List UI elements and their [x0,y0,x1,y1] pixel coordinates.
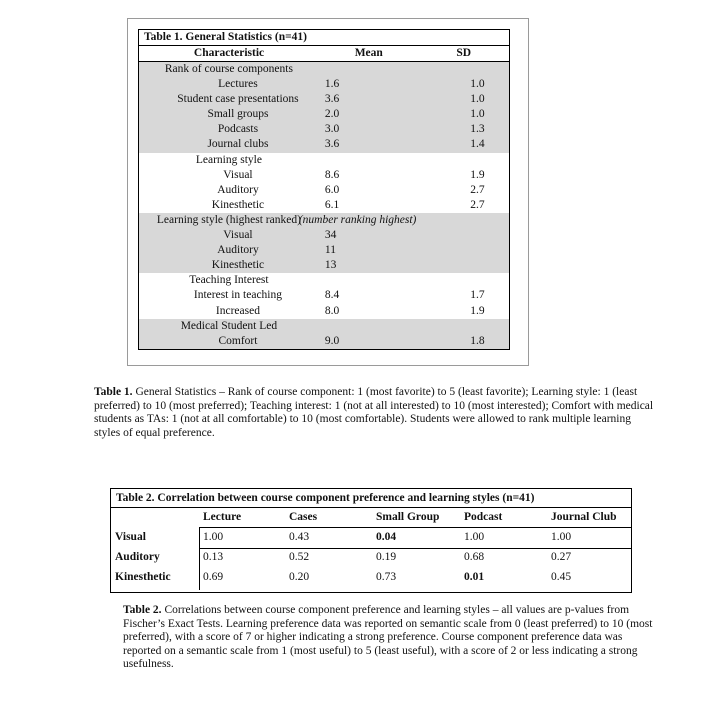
table1-cell-mean [319,62,418,77]
table1-cell-mean: 11 [324,244,336,257]
table1-header-row [139,46,509,62]
table2-cell: 1.00 [551,531,572,543]
table2-body [111,527,631,587]
table2-cell: 0.69 [203,571,224,583]
table1-row [139,319,509,334]
table1-cell-characteristic: Auditory [217,183,259,196]
table1-cell-characteristic: Learning style [195,153,262,166]
table1-cell-characteristic: Teaching Interest [189,274,269,287]
table1-cell-sd [418,319,509,334]
table2-column-header: Lecture [203,511,242,523]
table1-row [139,213,509,228]
table1-description [94,386,654,440]
table1-cell-mean: 8.6 [324,168,340,181]
table2-description-lead: Table 2. [123,604,162,616]
table2-cell: 0.73 [376,571,397,583]
table2-row [111,567,631,587]
table1-cell-sd: 1.0 [470,108,485,121]
table1-cell-characteristic: Kinesthetic [211,259,265,272]
table2-cell: 0.04 [376,531,397,543]
table1-cell-mean: 6.1 [324,198,340,211]
table2-cell: 0.68 [464,551,485,563]
table1-cell-characteristic: Kinesthetic [211,198,265,211]
table1-cell-sd [418,258,509,273]
table1-cell-sd: 1.0 [470,78,485,91]
table1-cell-sd [418,62,509,77]
table2-cell: 0.27 [551,551,572,563]
table1-cell-characteristic: Visual [223,229,253,242]
table1-cell-mean [319,153,418,168]
table1-cell-sd: 1.0 [470,93,485,106]
table2-description-text: Correlations between course component preference and learning styles – all values are p-values from Fischer’s Exact Tests. Learning preference data was reported on semantic scale from 0 (least preferred) to 10 (most preferred), with a score of 7 or higher indicating a strong preference. Course component preference data was reported on a semantic scale from 1 (most useful) to 5 (least useful), with a score of 2 or less indicating a strong usefulness. [123,604,653,671]
table1-cell-characteristic: Increased [215,304,260,317]
table1-cell-sd: 2.7 [470,183,485,196]
table2-cell: 0.43 [289,531,310,543]
table2-cell: 0.19 [376,551,397,563]
table1-cell-sd: 1.4 [470,138,485,151]
table1-cell-mean [319,319,418,334]
table1-cell-characteristic: Medical Student Led [180,319,278,332]
table2-cell: 0.20 [289,571,310,583]
table1-cell-sd: 1.7 [470,289,485,302]
table2-column-header: Journal Club [551,511,617,523]
table1-row [139,62,509,77]
table2-column-header: Cases [289,511,318,523]
table1-cell-sd: 1.3 [470,123,485,136]
table1-row [139,137,509,152]
table1-row [139,228,509,243]
table1-cell-sd [418,213,509,228]
table1-row [139,304,509,319]
table2-column-header: Small Group [376,511,440,523]
table1-cell-sd [418,153,509,168]
table1-cell-characteristic: Lectures [218,78,258,91]
table1-cell-mean: 3.6 [324,138,340,151]
table1-description-lead: Table 1. [94,386,133,398]
table1-cell-mean: 9.0 [324,334,340,347]
table2-header-row [111,508,631,527]
table2-caption: Table 2. Correlation between course component preference and learning styles (n=41) [111,489,631,508]
table2-cell: 1.00 [464,531,485,543]
table1-cell-characteristic: Podcasts [217,123,259,136]
table1-cell-sd: 1.9 [470,304,485,317]
table1-cell-sd: 1.8 [470,334,485,347]
table1-cell-mean: 34 [324,229,337,242]
table1-cell-mean: 3.0 [324,123,340,136]
table2-row-label: Auditory [115,551,160,563]
table1-row [139,273,509,288]
table2-cell: 0.52 [289,551,310,563]
table1-row [139,258,509,273]
table1-cell-sd [418,228,509,243]
table2-cell: 0.01 [464,571,485,583]
table1-row [139,243,509,258]
table1-cell-mean: 8.0 [324,304,340,317]
table1-cell-sd: 1.9 [470,168,485,181]
table1-cell-characteristic: Small groups [207,108,269,121]
table1-cell-mean: 6.0 [324,183,340,196]
table1-cell-characteristic: Learning style (highest ranked) [156,213,301,226]
table1-description-text: General Statistics – Rank of course component: 1 (most favorite) to 5 (least favorite); Learning style: 1 (least preferred) to 10 (most preferred); Teaching interest: 1 (not at all interested) to 10 (most interested); Comfort with medical students as TAs: 1 (not at all comfortable) to 10 (most comfortable). Students were allowed to rank multiple learning styles of equal preference. [94,386,654,439]
table1-row [139,107,509,122]
table1-cell-sd [418,273,509,288]
header-mean: Mean [354,47,383,59]
table1-cell-mean: 2.0 [324,108,340,121]
table2-cell: 1.00 [203,531,224,543]
table1-row [139,92,509,107]
table1-row [139,77,509,92]
table1-cell-mean: 13 [324,259,337,272]
header-characteristic: Characteristic [193,47,265,59]
table1-row [139,334,509,349]
table2-column-header: Podcast [464,511,503,523]
table1-row [139,183,509,198]
table1 [138,29,510,350]
table1-cell-sd: 2.7 [470,198,485,211]
table1-cell-mean: 3.6 [324,93,340,106]
table2-cell: 0.13 [203,551,224,563]
table1-cell-characteristic: Journal clubs [207,138,269,151]
table1-cell-characteristic: Interest in teaching [193,289,283,302]
table2-description [123,604,653,672]
table1-cell-characteristic: Visual [223,168,253,181]
table2 [110,488,632,593]
table1-cell-characteristic: Student case presentations [177,93,299,106]
table1-row [139,122,509,137]
table1-cell-mean [298,213,418,228]
table2-row [111,547,631,567]
table1-cell-characteristic: Auditory [217,244,259,257]
table1-cell-mean: 1.6 [324,78,340,91]
table2-cell: 0.45 [551,571,572,583]
table1-cell-characteristic: Comfort [218,334,258,347]
table1-body [139,62,509,349]
table1-row [139,168,509,183]
table2-row [111,527,631,547]
table1-row [139,288,509,303]
table1-cell-mean [319,273,418,288]
table1-cell-characteristic: Rank of course components [164,63,293,75]
table1-row [139,198,509,213]
table1-cell-mean: 8.4 [324,289,340,302]
table1-note: (number ranking highest) [298,213,417,226]
table1-row [139,153,509,168]
table2-row-label: Kinesthetic [115,571,171,583]
header-sd: SD [456,47,472,59]
table1-frame [127,18,529,366]
table1-caption: Table 1. General Statistics (n=41) [139,30,509,46]
table2-row-label: Visual [115,531,146,543]
table1-cell-sd [418,243,509,258]
